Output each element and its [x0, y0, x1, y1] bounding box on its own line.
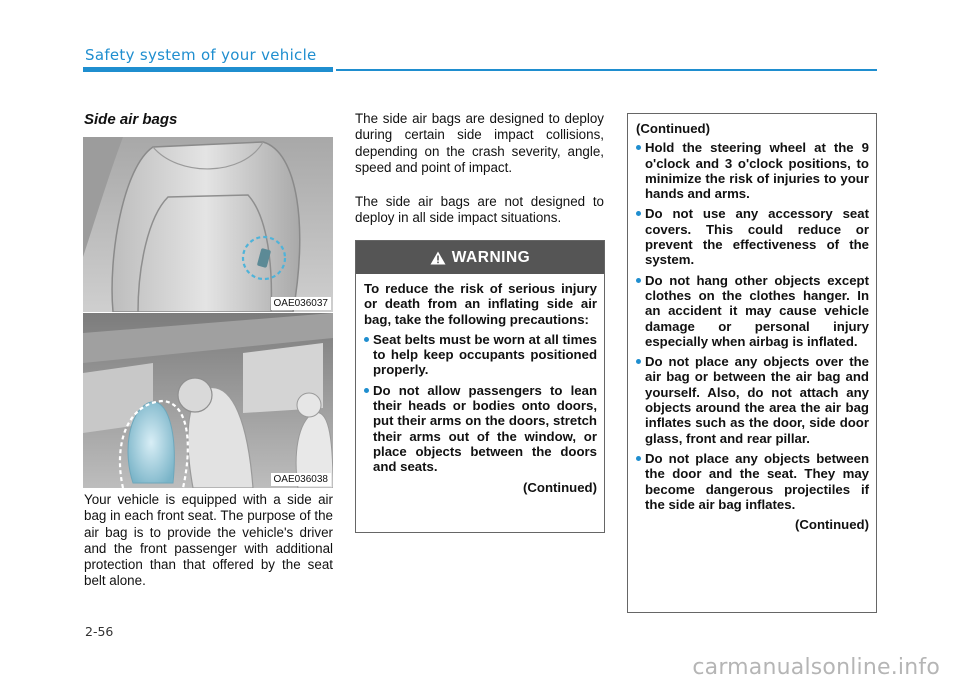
page-number: 2-56: [85, 624, 114, 639]
section-header-title: Safety system of your vehicle: [85, 46, 317, 64]
warning-bullet: Do not place any objects between the door and the seat. They may become dangerous projectiles if the side air bag inflates.: [636, 451, 869, 512]
header-rule-thick: [83, 67, 333, 72]
image-code-label: OAE036038: [271, 473, 332, 486]
side-airbag-description: Your vehicle is equipped with a side air bag in each front seat. The purpose of the air bag is to provide the vehicle's driver and the front passenger with additional protection than that offered by the seat belt alone.: [84, 492, 333, 589]
warning-bullet: Seat belts must be worn at all times to help keep occupants positioned properly.: [364, 332, 597, 378]
watermark: carmanualsonline.info: [692, 655, 940, 680]
deploy-paragraph: The side air bags are designed to deploy during certain side impact collisions, depending on the crash severity, angle, speed and point of impact.: [355, 111, 604, 175]
warning-bullet: Do not hang other objects except clothes on the clothes hanger. In an accident it may cause vehicle damage or personal injury especially when airbag is inflated.: [636, 273, 869, 349]
not-deploy-paragraph: The side air bags are not designed to deploy in all side impact situations.: [355, 194, 604, 226]
warning-triangle-icon: [430, 251, 446, 265]
warning-bullet: Do not allow passengers to lean their heads or bodies onto doors, put their arms on the doors, stretch their arms out of the window, or place objects between the doors and seats.: [364, 383, 597, 475]
seat-airbag-photo: [83, 137, 333, 312]
header-rule-thin: [336, 69, 877, 71]
warning-title: WARNING: [451, 248, 531, 266]
continued-label: (Continued): [523, 479, 597, 495]
warning-bullet: Do not place any objects over the air bag or between the air bag and yourself. Also, do not attach any objects around the area the air bag inflates such as the door, side door glass, front and rear pillar.: [636, 354, 869, 446]
warning-bullet: Hold the steering wheel at the 9 o'clock and 3 o'clock positions, to minimize the risk of injuries to your hands and arms.: [636, 140, 869, 201]
warning-bullet: Do not use any accessory seat covers. This could reduce or prevent the effectiveness of the system.: [636, 206, 869, 267]
side-airbags-heading: Side air bags: [84, 111, 178, 128]
warning-content: [356, 274, 604, 495]
continued-label: (Continued): [795, 517, 869, 533]
warning-header: [356, 241, 604, 274]
warning-intro: To reduce the risk of serious injury or death from an inflating side air bag, take the following precautions:: [364, 281, 597, 327]
continued-header: (Continued): [636, 121, 710, 136]
continued-warning-box: [627, 113, 877, 613]
warning-box: [355, 240, 605, 533]
image-code-label: OAE036037: [271, 297, 332, 310]
deployed-airbag-photo: [83, 313, 333, 488]
